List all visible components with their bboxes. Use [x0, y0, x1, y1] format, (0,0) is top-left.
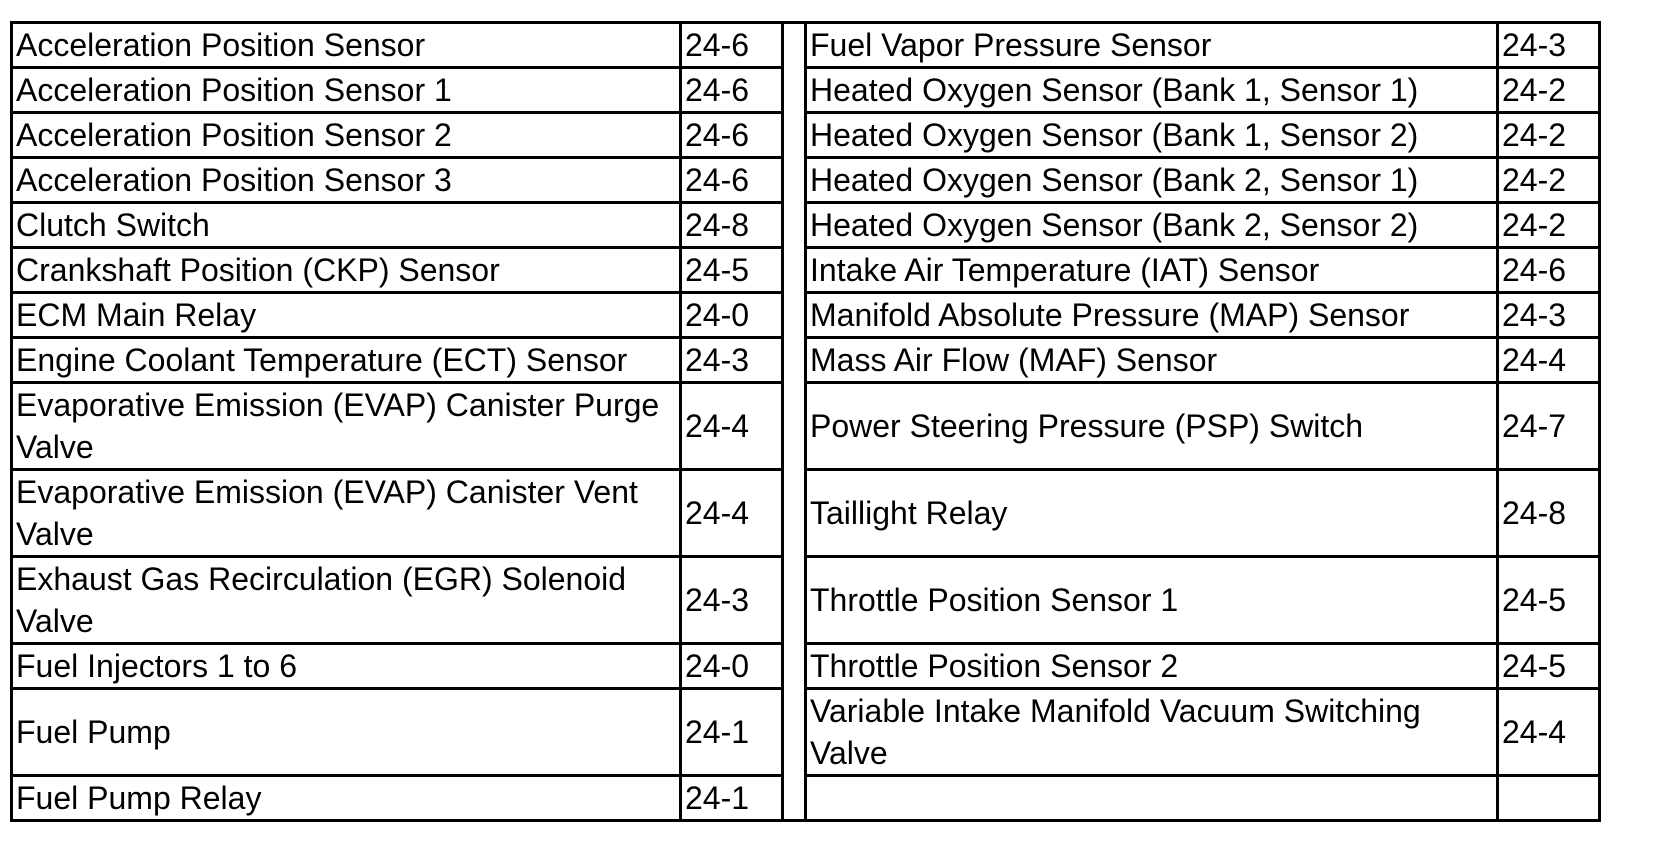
table-row	[12, 776, 1600, 821]
left-component-code: 24-1	[681, 689, 783, 776]
left-component-code: 24-0	[681, 293, 783, 338]
table-row	[12, 644, 1600, 689]
table-row	[12, 689, 1600, 776]
right-component-code: 24-7	[1498, 383, 1600, 470]
right-component-code: 24-6	[1498, 248, 1600, 293]
left-component-code: 24-3	[681, 338, 783, 383]
left-component-name: Acceleration Position Sensor 2	[12, 113, 681, 158]
table-row	[12, 248, 1600, 293]
right-component-name: Heated Oxygen Sensor (Bank 2, Sensor 1)	[806, 158, 1498, 203]
left-component-name: Engine Coolant Temperature (ECT) Sensor	[12, 338, 681, 383]
left-component-code: 24-8	[681, 203, 783, 248]
table-row	[12, 113, 1600, 158]
table-row	[12, 203, 1600, 248]
left-component-name: Acceleration Position Sensor	[12, 23, 681, 68]
right-component-name: Heated Oxygen Sensor (Bank 1, Sensor 2)	[806, 113, 1498, 158]
right-component-code: 24-5	[1498, 644, 1600, 689]
left-component-code: 24-6	[681, 68, 783, 113]
component-index-table	[10, 21, 1601, 822]
right-component-code	[1498, 776, 1600, 821]
left-component-code: 24-6	[681, 23, 783, 68]
left-component-code: 24-6	[681, 158, 783, 203]
table-row	[12, 338, 1600, 383]
right-component-name: Heated Oxygen Sensor (Bank 2, Sensor 2)	[806, 203, 1498, 248]
left-component-code: 24-1	[681, 776, 783, 821]
left-component-name: Evaporative Emission (EVAP) Canister Purge Valve	[12, 383, 681, 470]
left-component-name: Acceleration Position Sensor 3	[12, 158, 681, 203]
table-row	[12, 557, 1600, 644]
left-component-code: 24-5	[681, 248, 783, 293]
left-component-name: Evaporative Emission (EVAP) Canister Vent Valve	[12, 470, 681, 557]
left-component-name: Fuel Pump	[12, 689, 681, 776]
column-gap	[783, 23, 806, 821]
right-component-code: 24-2	[1498, 158, 1600, 203]
table-row	[12, 470, 1600, 557]
left-component-code: 24-0	[681, 644, 783, 689]
left-component-code: 24-6	[681, 113, 783, 158]
right-component-name	[806, 776, 1498, 821]
right-component-name: Heated Oxygen Sensor (Bank 1, Sensor 1)	[806, 68, 1498, 113]
right-component-code: 24-3	[1498, 23, 1600, 68]
right-component-code: 24-3	[1498, 293, 1600, 338]
right-component-code: 24-2	[1498, 68, 1600, 113]
right-component-name: Variable Intake Manifold Vacuum Switching Valve	[806, 689, 1498, 776]
left-component-name: Exhaust Gas Recirculation (EGR) Solenoid Valve	[12, 557, 681, 644]
left-component-name: Acceleration Position Sensor 1	[12, 68, 681, 113]
right-component-code: 24-2	[1498, 113, 1600, 158]
right-component-name: Manifold Absolute Pressure (MAP) Sensor	[806, 293, 1498, 338]
table-row	[12, 293, 1600, 338]
right-component-name: Mass Air Flow (MAF) Sensor	[806, 338, 1498, 383]
right-component-code: 24-2	[1498, 203, 1600, 248]
table-row	[12, 68, 1600, 113]
right-component-code: 24-5	[1498, 557, 1600, 644]
right-component-code: 24-4	[1498, 338, 1600, 383]
right-component-name: Fuel Vapor Pressure Sensor	[806, 23, 1498, 68]
right-component-name: Throttle Position Sensor 2	[806, 644, 1498, 689]
right-component-name: Power Steering Pressure (PSP) Switch	[806, 383, 1498, 470]
table-row	[12, 158, 1600, 203]
left-component-name: Fuel Injectors 1 to 6	[12, 644, 681, 689]
right-component-name: Throttle Position Sensor 1	[806, 557, 1498, 644]
table-row	[12, 23, 1600, 68]
left-component-name: ECM Main Relay	[12, 293, 681, 338]
left-component-name: Clutch Switch	[12, 203, 681, 248]
right-component-name: Taillight Relay	[806, 470, 1498, 557]
left-component-code: 24-4	[681, 383, 783, 470]
left-component-code: 24-4	[681, 470, 783, 557]
right-component-code: 24-8	[1498, 470, 1600, 557]
left-component-code: 24-3	[681, 557, 783, 644]
right-component-name: Intake Air Temperature (IAT) Sensor	[806, 248, 1498, 293]
table-row	[12, 383, 1600, 470]
left-component-name: Crankshaft Position (CKP) Sensor	[12, 248, 681, 293]
right-component-code: 24-4	[1498, 689, 1600, 776]
left-component-name: Fuel Pump Relay	[12, 776, 681, 821]
